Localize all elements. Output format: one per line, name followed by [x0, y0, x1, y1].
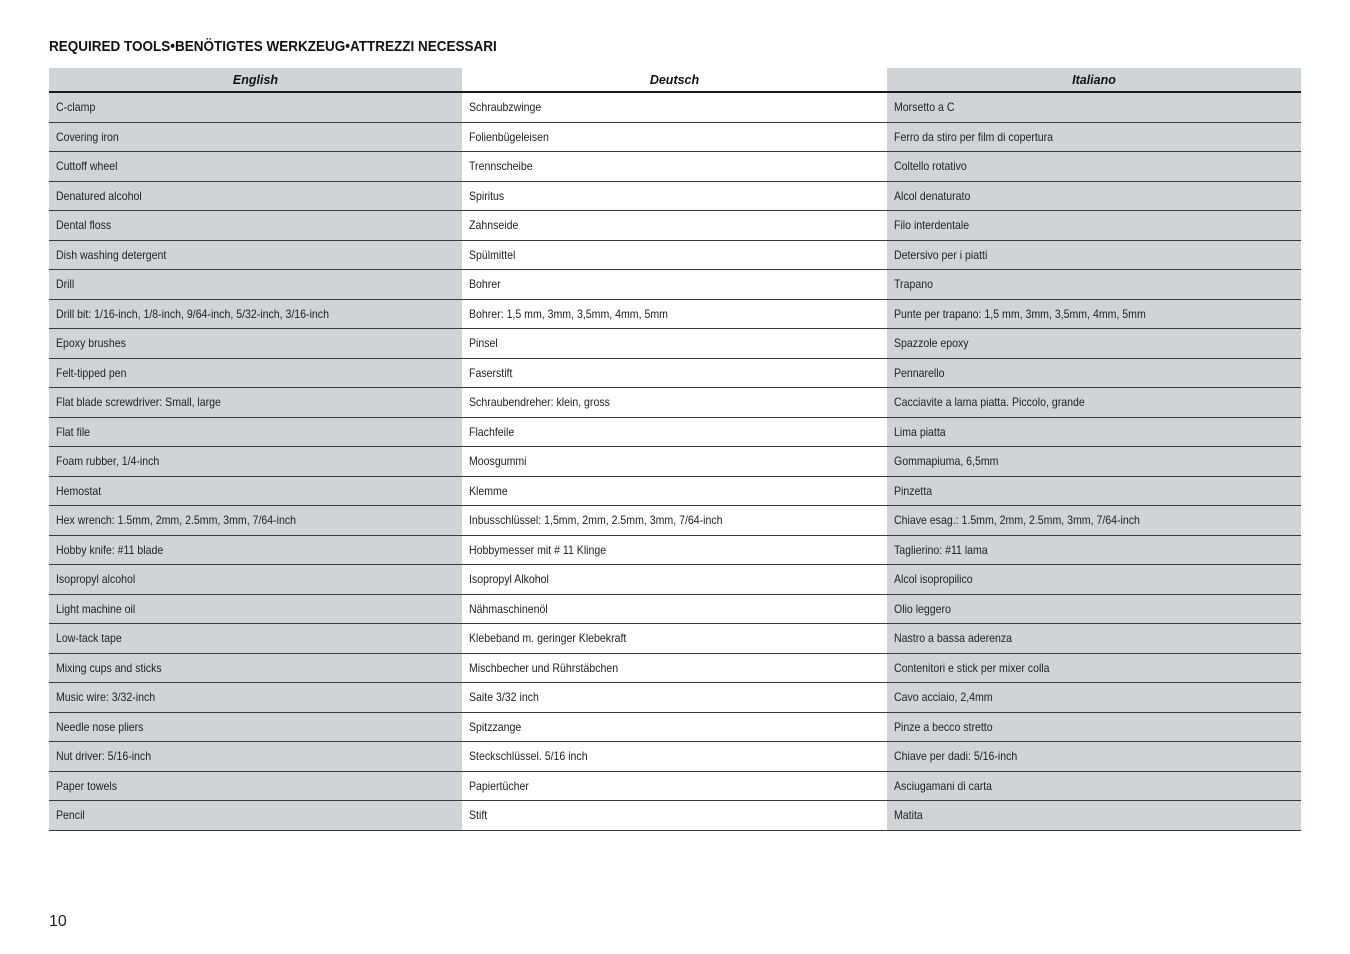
cell-text-english: Hex wrench: 1.5mm, 2mm, 2.5mm, 3mm, 7/64-inch — [56, 513, 297, 528]
page-number: 10 — [49, 913, 67, 930]
cell-text-english: Light machine oil — [56, 601, 136, 616]
cell-text-italiano: Chiave per dadi: 5/16-inch — [894, 749, 1018, 764]
column-header-deutsch: Deutsch — [462, 68, 887, 92]
cell-text-english: Felt-tipped pen — [56, 365, 127, 380]
cell-text-english: Dental floss — [56, 218, 112, 233]
cell-text-deutsch: Bohrer: 1,5 mm, 3mm, 3,5mm, 4mm, 5mm — [469, 306, 668, 321]
cell-text-italiano: Olio leggero — [894, 601, 951, 616]
cell-italiano — [887, 594, 1301, 624]
table-row — [49, 358, 1301, 388]
table-row — [49, 683, 1301, 713]
cell-text-italiano: Contenitori e stick per mixer colla — [894, 660, 1050, 675]
cell-english — [49, 801, 462, 831]
cell-text-deutsch: Stift — [469, 808, 488, 823]
table-row — [49, 771, 1301, 801]
cell-deutsch — [462, 801, 887, 831]
table-header-row — [49, 68, 1301, 92]
cell-text-deutsch: Saite 3/32 inch — [469, 690, 539, 705]
cell-italiano — [887, 476, 1301, 506]
cell-text-italiano: Morsetto a C — [894, 100, 955, 115]
cell-english — [49, 506, 462, 536]
table-row — [49, 712, 1301, 742]
cell-english — [49, 122, 462, 152]
cell-text-italiano: Gommapiuma, 6,5mm — [894, 454, 999, 469]
cell-text-italiano: Alcol denaturato — [894, 188, 971, 203]
cell-text-english: Denatured alcohol — [56, 188, 142, 203]
cell-deutsch — [462, 417, 887, 447]
cell-deutsch — [462, 742, 887, 772]
cell-text-deutsch: Flachfeile — [469, 424, 515, 439]
cell-deutsch — [462, 683, 887, 713]
cell-english — [49, 594, 462, 624]
table-body — [49, 92, 1301, 830]
cell-italiano — [887, 624, 1301, 654]
cell-text-english: Hobby knife: #11 blade — [56, 542, 164, 557]
column-header-english: English — [49, 68, 462, 92]
cell-italiano — [887, 388, 1301, 418]
cell-text-italiano: Alcol isopropilico — [894, 572, 973, 587]
table-row — [49, 152, 1301, 182]
cell-text-italiano: Punte per trapano: 1,5 mm, 3mm, 3,5mm, 4mm, 5mm — [894, 306, 1146, 321]
cell-english — [49, 771, 462, 801]
cell-italiano — [887, 152, 1301, 182]
cell-italiano — [887, 506, 1301, 536]
cell-text-english: Pencil — [56, 808, 85, 823]
cell-text-italiano: Detersivo per i piatti — [894, 247, 988, 262]
cell-deutsch — [462, 712, 887, 742]
table-row — [49, 653, 1301, 683]
cell-text-italiano: Filo interdentale — [894, 218, 970, 233]
cell-text-deutsch: Zahnseide — [469, 218, 519, 233]
cell-english — [49, 712, 462, 742]
cell-deutsch — [462, 388, 887, 418]
cell-deutsch — [462, 92, 887, 122]
cell-english — [49, 181, 462, 211]
cell-italiano — [887, 92, 1301, 122]
cell-text-italiano: Pennarello — [894, 365, 945, 380]
table-row — [49, 506, 1301, 536]
cell-text-deutsch: Bohrer — [469, 277, 501, 292]
cell-english — [49, 211, 462, 241]
cell-text-english: Flat blade screwdriver: Small, large — [56, 395, 221, 410]
cell-text-deutsch: Klebeband m. geringer Klebekraft — [469, 631, 627, 646]
cell-text-english: Music wire: 3/32-inch — [56, 690, 156, 705]
cell-text-deutsch: Trennscheibe — [469, 159, 533, 174]
cell-italiano — [887, 122, 1301, 152]
table-row — [49, 447, 1301, 477]
cell-text-deutsch: Spülmittel — [469, 247, 516, 262]
cell-text-english: Isopropyl alcohol — [56, 572, 136, 587]
cell-italiano — [887, 712, 1301, 742]
cell-text-english: Dish washing detergent — [56, 247, 167, 262]
cell-deutsch — [462, 358, 887, 388]
cell-text-english: Drill — [56, 277, 75, 292]
table-row — [49, 535, 1301, 565]
cell-text-deutsch: Hobbymesser mit # 11 Klinge — [469, 542, 607, 557]
cell-italiano — [887, 565, 1301, 595]
cell-italiano — [887, 329, 1301, 359]
cell-deutsch — [462, 594, 887, 624]
cell-deutsch — [462, 476, 887, 506]
cell-italiano — [887, 417, 1301, 447]
cell-deutsch — [462, 299, 887, 329]
cell-text-english: Paper towels — [56, 778, 118, 793]
cell-english — [49, 92, 462, 122]
cell-text-english: C-clamp — [56, 100, 96, 115]
cell-english — [49, 624, 462, 654]
cell-english — [49, 447, 462, 477]
cell-text-italiano: Asciugamani di carta — [894, 778, 993, 793]
column-header-italiano: Italiano — [887, 68, 1301, 92]
cell-text-italiano: Pinze a becco stretto — [894, 719, 993, 734]
cell-english — [49, 152, 462, 182]
cell-text-deutsch: Faserstift — [469, 365, 513, 380]
cell-english — [49, 653, 462, 683]
cell-text-italiano: Pinzetta — [894, 483, 933, 498]
cell-text-italiano: Chiave esag.: 1.5mm, 2mm, 2.5mm, 3mm, 7/64-inch — [894, 513, 1140, 528]
cell-italiano — [887, 771, 1301, 801]
cell-english — [49, 417, 462, 447]
cell-italiano — [887, 240, 1301, 270]
cell-italiano — [887, 181, 1301, 211]
cell-english — [49, 388, 462, 418]
cell-text-deutsch: Schraubzwinge — [469, 100, 542, 115]
cell-text-deutsch: Schraubendreher: klein, gross — [469, 395, 610, 410]
cell-deutsch — [462, 211, 887, 241]
cell-text-deutsch: Spiritus — [469, 188, 505, 203]
cell-text-english: Cuttoff wheel — [56, 159, 118, 174]
cell-deutsch — [462, 771, 887, 801]
cell-english — [49, 299, 462, 329]
cell-text-english: Foam rubber, 1/4-inch — [56, 454, 160, 469]
cell-text-deutsch: Folienbügeleisen — [469, 129, 549, 144]
cell-deutsch — [462, 181, 887, 211]
table-row — [49, 122, 1301, 152]
cell-deutsch — [462, 653, 887, 683]
cell-text-english: Drill bit: 1/16-inch, 1/8-inch, 9/64-inch, 5/32-inch, 3/16-inch — [56, 306, 329, 321]
cell-text-deutsch: Pinsel — [469, 336, 498, 351]
cell-english — [49, 329, 462, 359]
cell-italiano — [887, 299, 1301, 329]
cell-english — [49, 476, 462, 506]
cell-english — [49, 358, 462, 388]
cell-text-english: Epoxy brushes — [56, 336, 126, 351]
cell-text-italiano: Lima piatta — [894, 424, 946, 439]
table-row — [49, 417, 1301, 447]
cell-english — [49, 565, 462, 595]
cell-italiano — [887, 801, 1301, 831]
cell-italiano — [887, 270, 1301, 300]
cell-text-italiano: Matita — [894, 808, 923, 823]
cell-text-deutsch: Moosgummi — [469, 454, 527, 469]
cell-deutsch — [462, 624, 887, 654]
table-row — [49, 181, 1301, 211]
table-row — [49, 594, 1301, 624]
cell-english — [49, 683, 462, 713]
table-row — [49, 565, 1301, 595]
cell-italiano — [887, 742, 1301, 772]
table-row — [49, 388, 1301, 418]
cell-text-italiano: Cavo acciaio, 2,4mm — [894, 690, 993, 705]
table-row — [49, 92, 1301, 122]
table-row — [49, 476, 1301, 506]
cell-italiano — [887, 447, 1301, 477]
cell-text-english: Flat file — [56, 424, 91, 439]
cell-text-english: Mixing cups and sticks — [56, 660, 162, 675]
cell-text-english: Low-tack tape — [56, 631, 122, 646]
table-row — [49, 624, 1301, 654]
table-row — [49, 329, 1301, 359]
cell-deutsch — [462, 565, 887, 595]
cell-text-deutsch: Klemme — [469, 483, 508, 498]
cell-text-italiano: Trapano — [894, 277, 933, 292]
cell-text-deutsch: Mischbecher und Rührstäbchen — [469, 660, 619, 675]
cell-deutsch — [462, 270, 887, 300]
cell-text-deutsch: Steckschlüssel. 5/16 inch — [469, 749, 588, 764]
table-row — [49, 299, 1301, 329]
cell-text-italiano: Nastro a bassa aderenza — [894, 631, 1013, 646]
cell-text-english: Hemostat — [56, 483, 102, 498]
cell-text-italiano: Coltello rotativo — [894, 159, 967, 174]
cell-italiano — [887, 653, 1301, 683]
cell-deutsch — [462, 240, 887, 270]
cell-text-deutsch: Inbusschlüssel: 1,5mm, 2mm, 2.5mm, 3mm, 7/64-inch — [469, 513, 723, 528]
cell-deutsch — [462, 447, 887, 477]
cell-english — [49, 742, 462, 772]
cell-text-deutsch: Nähmaschinenöl — [469, 601, 548, 616]
required-tools-table — [49, 68, 1301, 831]
cell-deutsch — [462, 535, 887, 565]
cell-text-english: Needle nose pliers — [56, 719, 144, 734]
cell-text-english: Nut driver: 5/16-inch — [56, 749, 152, 764]
cell-text-italiano: Ferro da stiro per film di copertura — [894, 129, 1054, 144]
cell-deutsch — [462, 329, 887, 359]
table-row — [49, 240, 1301, 270]
cell-deutsch — [462, 506, 887, 536]
cell-italiano — [887, 683, 1301, 713]
table-row — [49, 742, 1301, 772]
table-row — [49, 270, 1301, 300]
cell-english — [49, 270, 462, 300]
page-title: REQUIRED TOOLS•BENÖTIGTES WERKZEUG•ATTREZZI NECESSARI — [49, 38, 497, 55]
cell-text-english: Covering iron — [56, 129, 119, 144]
table-row — [49, 211, 1301, 241]
cell-deutsch — [462, 122, 887, 152]
cell-italiano — [887, 535, 1301, 565]
cell-text-italiano: Cacciavite a lama piatta. Piccolo, grande — [894, 395, 1085, 410]
table-row — [49, 801, 1301, 831]
cell-text-italiano: Spazzole epoxy — [894, 336, 969, 351]
cell-text-italiano: Taglierino: #11 lama — [894, 542, 988, 557]
cell-text-deutsch: Spitzzange — [469, 719, 522, 734]
cell-text-deutsch: Isopropyl Alkohol — [469, 572, 549, 587]
cell-deutsch — [462, 152, 887, 182]
cell-text-deutsch: Papiertücher — [469, 778, 529, 793]
cell-english — [49, 240, 462, 270]
cell-italiano — [887, 358, 1301, 388]
cell-italiano — [887, 211, 1301, 241]
cell-english — [49, 535, 462, 565]
